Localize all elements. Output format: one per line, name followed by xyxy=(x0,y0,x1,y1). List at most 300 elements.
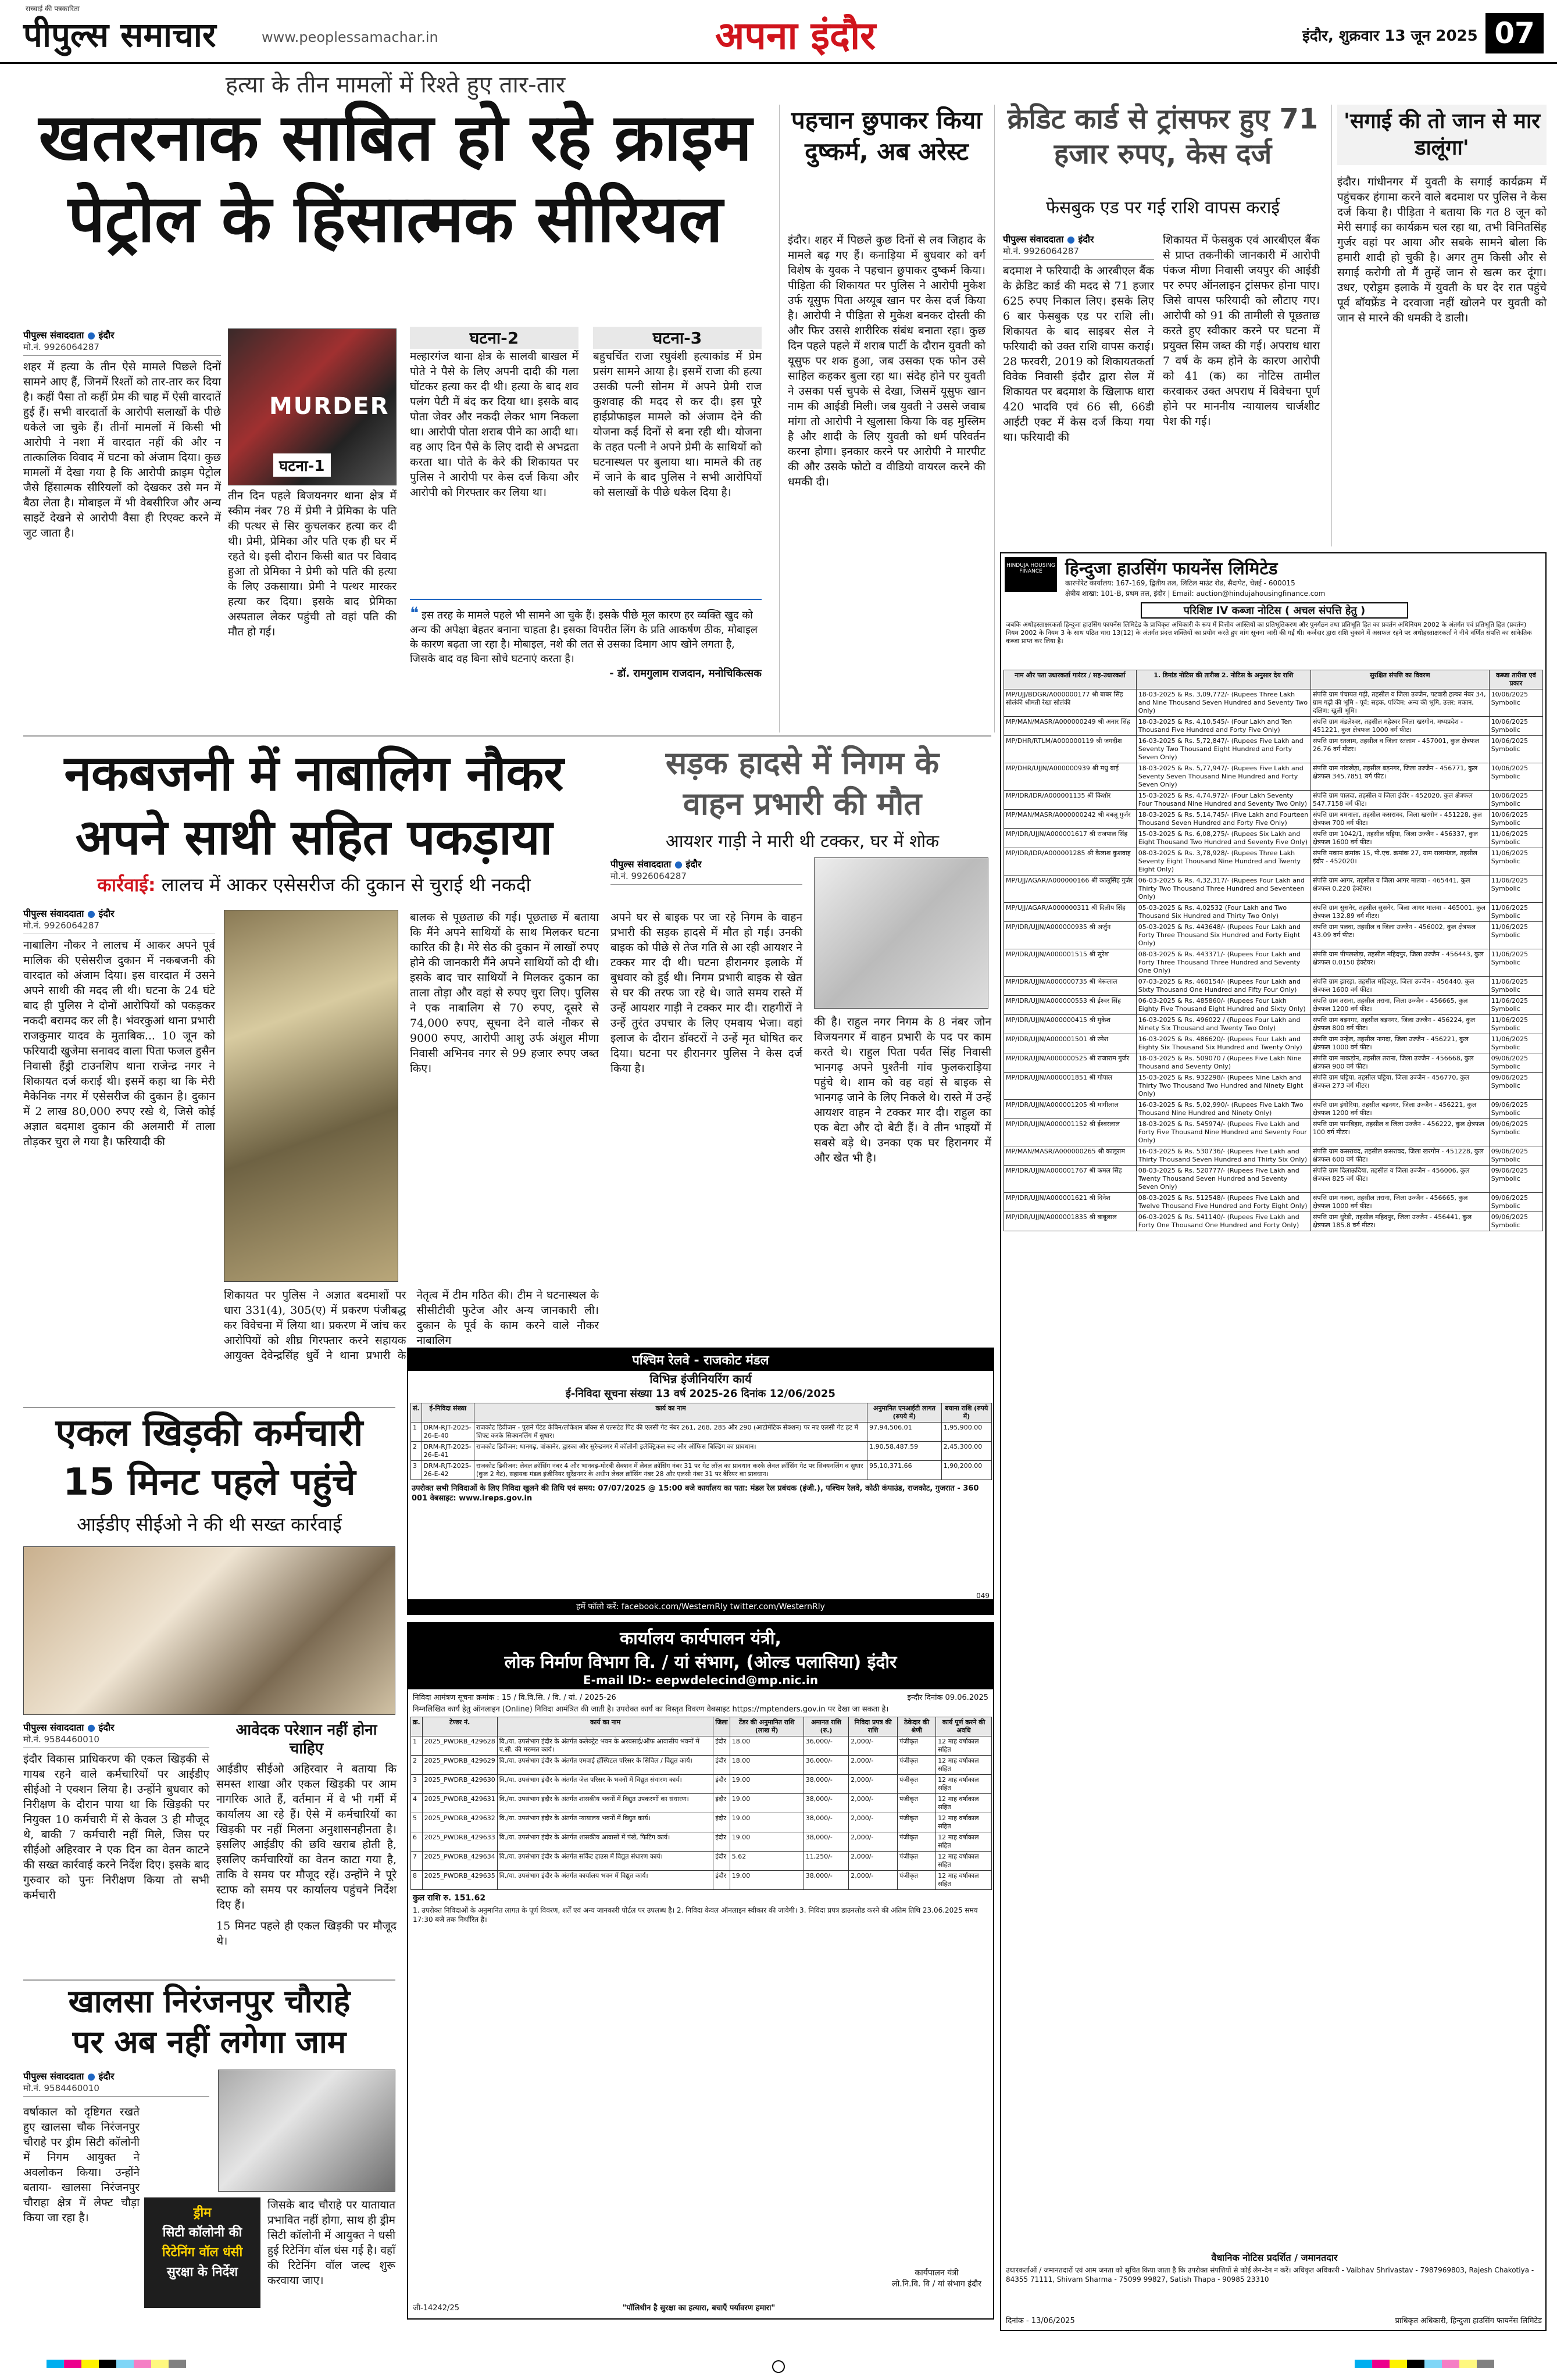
table-row xyxy=(411,1871,992,1890)
table-row xyxy=(411,1461,992,1480)
table-header-cell: कार्य का नाम xyxy=(497,1717,713,1736)
table-row xyxy=(1004,1034,1543,1053)
table-header-cell: ठेकेदार की श्रेणी xyxy=(898,1717,936,1736)
hinduja-title: परिशिष्ट IV कब्जा नोटिस ( अचल संपत्ति हेतु ) xyxy=(1141,602,1408,619)
table-cell: 11,250/- xyxy=(804,1852,849,1871)
table-cell: वि./या. उपसंभाग इंदौर के अंतर्गत सर्किट हाउस में विद्युत संधारण कार्य। xyxy=(497,1852,713,1871)
table-cell: 11/06/2025 Symbolic xyxy=(1489,848,1542,875)
table-cell: पंजीकृत xyxy=(898,1736,936,1756)
table-cell: 10/06/2025 Symbolic xyxy=(1489,736,1542,763)
table-cell: MP/MAN/MASR/A000000265 श्री कालूराम xyxy=(1004,1146,1137,1166)
table-cell: 10/06/2025 Symbolic xyxy=(1489,791,1542,810)
table-cell: 05-03-2025 & Rs. 4,02532 (Four Lakh and Two Thousand Six Hundred and Thirty Two Only) xyxy=(1136,903,1310,922)
table-cell: संपत्ति ग्राम 1042/1, तहसील घट्टिया, जिला उज्जैन - 456337, कुल क्षेत्रफल 1600 वर्ग फीट। xyxy=(1310,829,1489,848)
table-cell: 09/06/2025 Symbolic xyxy=(1489,1193,1542,1212)
print-colorbar xyxy=(1355,2359,1494,2370)
table-cell: इंदौर xyxy=(713,1775,730,1794)
table-cell: MP/IDR/IDR/A000001135 श्री किशोर xyxy=(1004,791,1137,810)
story1-ghatna1: तीन दिन पहले बिजयनगर थाना क्षेत्र में स्कीम नंबर 78 में प्रेमी ने प्रेमिका के पति की पत्थर से सिर कुचलकर हत्या कर दी थी। प्रेमी, प्रेमिका और पति एक ही घर में रहते थे। इसी दौरान किसी बात पर विवाद हुआ तो प्रेमिका ने प्रेमी को पति की हत्या के लिए उकसाया। प्रेमी ने पत्थर मारकर हत्या कर दिया। इसके बाद प्रेमिका अस्पताल लेकर पहुंची तो वहां पति की मौत हो गई। xyxy=(228,489,397,638)
table-row xyxy=(1004,791,1543,810)
table-cell: 2025_PWDRB_429633 xyxy=(422,1832,497,1852)
pwd-email: E-mail ID:- eepwdelecind@mp.nic.in xyxy=(408,1673,993,1689)
table-cell: पंजीकृत xyxy=(898,1813,936,1832)
table-cell: संपत्ति ग्राम तराना, तहसील तराना, जिला उज्जैन - 456665, कुल क्षेत्रफल 1200 वर्ग फीट। xyxy=(1310,996,1489,1015)
table-cell: पंजीकृत xyxy=(898,1832,936,1852)
hinduja-legal-text: उधारकर्ताओं / जमानतदारों एवं आम जनता को सूचित किया जाता है कि उपरोक्त संपत्तियों से कोई लेन-देन न करें। अधिकृत अधिकारी - Vaibhav Shrivastav - 7987969803, Rajesh Chakotiya - 84355 71111, Shivam Sharma - 75099 99827, Satish Thapa - 90985 23310 xyxy=(1006,2266,1534,2283)
table-cell: 08-03-2025 & Rs. 512548/- (Rupees Five Lakh and Twelve Thousand Five Hundred and Forty Eight Only) xyxy=(1136,1193,1310,1212)
hinduja-branch: क्षेत्रीय शाखा: 101-B, प्रथम तल, इंदौर | Email: auction@hindujahousingfinance.com xyxy=(1065,589,1326,598)
story5-headline-1: नकबजनी में नाबालिग नौकर xyxy=(64,745,564,802)
registration-mark-icon xyxy=(772,2360,785,2373)
table-row xyxy=(411,1423,992,1442)
table-cell: पंजीकृत xyxy=(898,1852,936,1871)
table-cell: 2025_PWDRB_429632 xyxy=(422,1813,497,1832)
story5-mobile: मो.नं. 9926064287 xyxy=(23,920,215,934)
table-cell: पंजीकृत xyxy=(898,1794,936,1813)
hinduja-intro: जबकि अधोहस्ताक्षरकर्ता हिन्दुजा हाउसिंग फायनेंस लिमिटेड के प्राधिकृत अधिकारी के रूप में वित्तीय आस्तियों का प्रतिभूतिकरण और पुनर्गठन तथा प्रतिभूति हित का प्रवर्तन अधिनियम 2002 के अंतर्गत एवं प्रतिभूति हित (प्रवर्तन) नियम 2002 के नियम 3 के साथ पठित धारा 13(12) के अंतर्गत प्रदत्त शक्तियों का प्रयोग करते हुए मांग सूचना जारी की गई थी। कर्जदार द्वारा राशि चुकाने में असफल रहने पर अधोहस्ताक्षरकर्ता ने नीचे वर्णित संपत्ति का सांकेतिक कब्जा प्राप्त कर लिया है। xyxy=(1006,621,1532,645)
table-cell: वि./या. उपसंभाग इंदौर के अंतर्गत एमवाई हॉस्पिटल परिसर के सिविल / विद्युत कार्य। xyxy=(497,1756,713,1775)
story1-ghatna3: बहुचर्चित राजा रघुवंशी हत्याकांड में प्रेम प्रसंग सामने आया है। इसमें राजा की हत्या उसकी पत्नी सोनम में अपने प्रेमी राज कुशवाह की मदद से कर दी। इस पूरे हाईप्रोफाइल मामले को अंजाम देने की योजना कई दिनों से बना रही थी। योजना के तहत पत्नी ने अपने प्रेमी के साथियों को घटनास्थल पर बुलाया था। मामले की तह में जाने के बाद पुलिस ने सभी आरोपियों को सलाखों के पीछे धकेल दिया है। xyxy=(593,350,762,499)
story4-text: इंदौर। गांधीनगर में युवती के सगाई कार्यक्रम में पहुंचकर हंगामा करने वाले बदमाश पर पुलिस ने केस दर्ज किया है। पीड़िता ने बताया कि गत 8 जून को मेरी सगाई का कार्यक्रम चल रहा था, तभी विनितसिंह गुर्जर वहां पर आया और सबके सामने बोला कि हमारी शादी हो चुकी है। अगर तुम किसी और से सगाई करोगी तो मैं तुम्हें जान से खत्म कर दूंगा। उधर, एरोड्रम इलाके में युवती के घर देर रात पहुंचे पूर्व बॉयफ्रेंड ने दरवाजा नहीं खोलने पर युवती को जान से मारने की धमकी दे डाली। xyxy=(1337,176,1547,324)
table-cell: संपत्ति ग्राम घट्टिया, तहसील घट्टिया, जिला उज्जैन - 456770, कुल क्षेत्रफल 273 वर्ग मीटर। xyxy=(1310,1073,1489,1100)
table-cell: 06-03-2025 & Rs. 541140/- (Rupees Five Lakh and Forty One Thousand One Hundred and Forty Only) xyxy=(1136,1212,1310,1231)
table-cell: 08-03-2025 & Rs. 520777/- (Rupees Five Lakh and Twenty Thousand Seven Hundred and Seventy Seven Only) xyxy=(1136,1166,1310,1193)
table-row xyxy=(1004,717,1543,736)
table-header-cell: अनुमानित एनआईटी लागत (रुपये में) xyxy=(867,1403,942,1423)
story1-mobile: मो.नं. 9926064287 xyxy=(23,341,221,356)
table-cell: 36,000/- xyxy=(804,1756,849,1775)
table-cell: इंदौर xyxy=(713,1871,730,1890)
table-cell: वि./या. उपसंभाग इंदौर के अंतर्गत शासकीय भवनों में विद्युत उपकरणों का संधारण। xyxy=(497,1794,713,1813)
table-cell: 97,94,506.01 xyxy=(867,1423,942,1442)
story6-headline-2: वाहन प्रभारी की मौत xyxy=(683,785,922,822)
table-cell: 18.00 xyxy=(730,1736,804,1756)
table-cell: 07-03-2025 & Rs. 460154/- (Rupees Four Lakh and Sixty Thousand One Hundred and Fifty Four Only) xyxy=(1136,977,1310,996)
pwd-total-value: 151.62 xyxy=(454,1893,486,1903)
table-cell: 3 xyxy=(411,1775,423,1794)
table-row xyxy=(411,1756,992,1775)
table-cell: 11/06/2025 Symbolic xyxy=(1489,922,1542,949)
table-cell: 38,000/- xyxy=(804,1775,849,1794)
table-cell: 12 माह वर्षाकाल सहित xyxy=(936,1871,992,1890)
table-cell: 16-03-2025 & Rs. 496022 / (Rupees Four Lakh and Ninety Six Thousand and Twenty Two Only) xyxy=(1136,1015,1310,1034)
table-cell: 8 xyxy=(411,1871,423,1890)
table-cell: इंदौर xyxy=(713,1832,730,1852)
table-row xyxy=(411,1736,992,1756)
table-cell: 2 xyxy=(411,1442,422,1461)
table-cell: 10/06/2025 Symbolic xyxy=(1489,763,1542,791)
railway-notice xyxy=(407,1348,994,1615)
table-cell: 10/06/2025 Symbolic xyxy=(1489,689,1542,717)
table-cell: राजकोट डिवीजन - पुराने पेंटेड केबिन/लोकेशन बॉक्स से एल्सटेड पिट की एलसी गेट नंबर 261, 268, 285 और 290 (आटोमेटिक सेक्शन) पर नए एलसी गेट हट में शिफ्ट करके सिक्यनलिंग में सुधार। xyxy=(474,1423,867,1442)
story1-ghatna3-title: घटना-3 xyxy=(593,327,762,349)
table-row xyxy=(1004,829,1543,848)
table-header-cell: नाम और पता उधारकर्ता गारंटर / सह-उधारकर्ता xyxy=(1004,670,1137,689)
table-cell: 10/06/2025 Symbolic xyxy=(1489,810,1542,829)
divider xyxy=(23,735,991,737)
divider xyxy=(1331,105,1332,546)
table-cell: 2025_PWDRB_429634 xyxy=(422,1852,497,1871)
table-cell: 09/06/2025 Symbolic xyxy=(1489,1119,1542,1146)
pwd-notice xyxy=(407,1622,994,2320)
hinduja-logo xyxy=(1005,557,1057,592)
table-cell: MP/UJJ/AGAR/A000000311 श्री दिलीप सिंह xyxy=(1004,903,1137,922)
table-row xyxy=(1004,689,1543,717)
table-row xyxy=(1004,903,1543,922)
story8-mobile: मो.नं. 9584460010 xyxy=(23,2082,209,2097)
story1-photo-text: MURDER xyxy=(269,393,390,420)
table-cell: संपत्ति ग्राम कसरावद, तहसील कसरावद, जिला खरगोन - 451228, कुल क्षेत्रफल 600 वर्ग फीट। xyxy=(1310,1146,1489,1166)
table-cell: 11/06/2025 Symbolic xyxy=(1489,875,1542,903)
table-cell: 19.00 xyxy=(730,1813,804,1832)
railway-social[interactable]: हमें फॉलो करें: facebook.com/WesternRly twitter.com/WesternRly xyxy=(408,1599,993,1614)
table-cell: 16-03-2025 & Rs. 530736/- (Rupees Five Lakh and Thirty Thousand Seven Hundred and Thirty Six Only) xyxy=(1136,1146,1310,1166)
table-cell: पंजीकृत xyxy=(898,1775,936,1794)
story8-box-line2: सिटी कॉलोनी की xyxy=(162,2225,242,2240)
table-cell: 2,000/- xyxy=(849,1775,898,1794)
table-cell: MP/MAN/MASR/A000000242 श्री बबलू गुर्जर xyxy=(1004,810,1137,829)
table-cell: MP/IDR/UJJN/A000001205 श्री मांगीलाल xyxy=(1004,1100,1137,1119)
table-cell: 11/06/2025 Symbolic xyxy=(1489,829,1542,848)
table-cell: 1 xyxy=(411,1423,422,1442)
pwd-title-2: लोक निर्माण विभाग वि. / यां संभाग, (ओल्ड पलासिया) इंदौर xyxy=(408,1649,993,1673)
table-cell: MP/DHR/UJJN/A000000939 श्री मधु बाई xyxy=(1004,763,1137,791)
table-cell: 2,000/- xyxy=(849,1832,898,1852)
table-cell: 12 माह वर्षाकाल सहित xyxy=(936,1775,992,1794)
railway-code: 049 xyxy=(976,1592,990,1600)
story8-box-line4: सुरक्षा के निर्देश xyxy=(166,2265,238,2279)
masthead xyxy=(0,0,1557,64)
story1-headline-1: खतरनाक साबित हो रहे क्राइम xyxy=(38,100,752,176)
table-cell: संपत्ति ग्राम पीपलखेड़ा, तहसील महिदपुर, जिला उज्जैन - 456443, कुल क्षेत्रफल 0.0150 हेक्टेयर। xyxy=(1310,949,1489,977)
table-cell: संपत्ति ग्राम पानबिहार, तहसील व जिला उज्जैन - 456222, कुल क्षेत्रफल 100 वर्ग मीटर। xyxy=(1310,1119,1489,1146)
table-cell: 16-03-2025 & Rs. 5,02,990/- (Rupees Five Lakh Two Thousand Nine Hundred and Ninety Only) xyxy=(1136,1100,1310,1119)
table-row xyxy=(1004,763,1543,791)
table-cell: MP/IDR/UJJN/A000000553 श्री ईश्वर सिंह xyxy=(1004,996,1137,1015)
table-cell: 11/06/2025 Symbolic xyxy=(1489,996,1542,1015)
story2-headline: पहचान छुपाकर किया दुष्कर्म, अब अरेस्ट xyxy=(791,106,983,166)
story7-photo xyxy=(23,1546,395,1715)
story7-byline: पीपुल्स संवाददाता ● इंदौर xyxy=(23,1722,115,1733)
table-cell: पंजीकृत xyxy=(898,1871,936,1890)
table-header-cell: सं. xyxy=(411,1403,422,1423)
table-cell: MP/IDR/IDR/A000001285 श्री कैलाश कुशवाह xyxy=(1004,848,1137,875)
story2-text: इंदौर। शहर में पिछले कुछ दिनों से लव जिहाद के मामले बढ़ गए हैं। कनाड़िया में बुधवार को वर्ग विशेष के युवक ने पहचान छुपाकर दुष्कर्म किया। पीड़िता की शिकायत पर पुलिस ने आरोपी मुकेश उर्फ यूसुफ पिता अय्यूब खान पर केस दर्ज किया है। आरोपी ने पीड़िता से मुकेश बनकर दोस्ती की और फिर उससे शारीरिक संबंध बनाता रहा। कुछ दिन पहले पहले में शराब पार्टी के दौरान युवती को यूसुफ पर शक हुआ, जब उसका एक फोन उसे साहिल कहकर बुला रहा था। संदेह होने पर युवती ने उसका पर्स चुपके से देखा, जिसमें यूसुफ खान नाम की आईडी मिली। जब युवती ने उससे जवाब मांगा तो आरोपी ने खुलासा किया कि वह मुस्लिम है और शादी के लिए युवती को धर्म परिवर्तन करना होगा। इनकार करने पर आरोपी ने मारपीट की और उसके फोटो व वीडियो वायरल करने की धमकी दी। xyxy=(788,234,985,488)
table-cell: MP/IDR/UJJN/A000000735 श्री भेरूलाल xyxy=(1004,977,1137,996)
table-cell: संपत्ति ग्राम पलवा, तहसील व जिला उज्जैन - 456002, कुल क्षेत्रफल 43.09 वर्ग फीट। xyxy=(1310,922,1489,949)
website-link[interactable]: www.peoplessamachar.in xyxy=(262,29,438,45)
table-row xyxy=(411,1442,992,1461)
story3-headline: क्रेडिट कार्ड से ट्रांसफर हुए 71 हजार रुपए, केस दर्ज xyxy=(1007,103,1319,170)
table-row xyxy=(411,1832,992,1852)
table-cell: 4 xyxy=(411,1794,423,1813)
table-cell: 15-03-2025 & Rs. 6,08,275/- (Rupees Six Lakh and Eight Thousand Two Hundred and Seventy Five Only) xyxy=(1136,829,1310,848)
divider xyxy=(23,1979,395,1981)
hinduja-address: कारपोरेट कार्यालय: 167-169, द्वितीय तल, लिटिल माउंट रोड, सैदापेट, चेन्नई - 600015 xyxy=(1065,579,1295,587)
table-cell: 2,000/- xyxy=(849,1794,898,1813)
hinduja-notice xyxy=(1000,552,1547,2331)
table-row xyxy=(1004,1212,1543,1231)
table-cell: संपत्ति ग्राम झारड़ा, तहसील महिदपुर, जिला उज्जैन - 456440, कुल क्षेत्रफल 1600 वर्ग फीट। xyxy=(1310,977,1489,996)
table-cell: 1,90,200.00 xyxy=(941,1461,991,1480)
story5-kicker xyxy=(23,872,605,897)
story5-text-b: बालक से पूछताछ की गई। पूछताछ में बताया कि मैंने अपने साथियों के साथ मिलकर घटना कारित की है। मेरे सेठ की दुकान में लाखों रुपए होने की जानकारी मैंने अपने साथियों को दी थी। इसके बाद चार साथियों ने मिलकर दुकान का ताला तोड़ा और वहां से रुपए चुरा लिए। पुलिस ने एक नाबालिग से 70 रुपए, दूसरे से 74,000 रुपए, सूचना देने वाले नौकर से 9000 रुपए, आरोपी आशु उर्फ अंशुल मीणा निवासी अभिनव नगर से 99 हजार रुपए जब्त किए। xyxy=(410,911,599,1075)
table-cell: 2,000/- xyxy=(849,1871,898,1890)
divider xyxy=(23,1407,395,1408)
table-cell: 06-03-2025 & Rs. 4,32,317/- (Rupees Four Lakh and Thirty Two Thousand Three Hundred and Seventeen Only) xyxy=(1136,875,1310,903)
hinduja-name: हिन्दुजा हाउसिंग फायनेंस लिमिटेड xyxy=(1065,559,1278,579)
table-cell: संपत्ति ग्राम सुसनेर, तहसील सुसनेर, जिला आगर मालवा - 465001, कुल क्षेत्रफल 132.89 वर्ग मीटर। xyxy=(1310,903,1489,922)
table-cell: संपत्ति ग्राम पालदा, तहसील व जिला इंदौर - 452020, कुल क्षेत्रफल 547.7158 वर्ग फीट। xyxy=(1310,791,1489,810)
story8-byline: पीपुल्स संवाददाता ● इंदौर xyxy=(23,2071,115,2082)
table-cell: 12 माह वर्षाकाल सहित xyxy=(936,1832,992,1852)
table-cell: 2025_PWDRB_429628 xyxy=(422,1736,497,1756)
story7-text: इंदौर विकास प्राधिकरण की एकल खिड़की से गायब रहने वाले कर्मचारियों पर आईडीए सीईओ ने एक्शन लिया है। उन्होंने बुधवार को निरीक्षण के दौरान पाया था कि खिड़की पर नियुक्त 10 कर्मचारी में से केवल 3 ही मौजूद थे, बाकी 7 कर्मचारी नहीं मिले, जिस पर सीईओ अहिरवार ने एक दिन का वेतन काटने की सख्त कार्रवाई करने निर्देश दिए। इसके बाद गुरुवार को पुनः निरीक्षण किया तो सभी कर्मचारी xyxy=(23,1753,209,1902)
table-cell: 38,000/- xyxy=(804,1794,849,1813)
table-cell: 15-03-2025 & Rs. 4,74,972/- (Four Lakh Seventy Four Thousand Nine Hundred and Seventy Two Only) xyxy=(1136,791,1310,810)
table-row xyxy=(1004,1166,1543,1193)
table-cell: 09/06/2025 Symbolic xyxy=(1489,1053,1542,1073)
story8-highlight-box xyxy=(144,2197,260,2308)
table-row xyxy=(1004,736,1543,763)
story1-intro: शहर में हत्या के तीन ऐसे मामले पिछले दिनों सामने आए हैं, जिनमें रिश्तों को तार-तार कर दिया है। कहीं पैसा तो कहीं प्रेम की चाह में ऐसी वारदातें हुई हैं। सभी वारदातों के आरोपी सलाखों के पीछे धकेले जा चुके हैं। तीनों मामलों में किसी भी आरोपी ने नशा में वारदात नहीं की और न तात्कालिक विवाद में घटना को अंजाम दिया। कुछ मामलों में देखा गया है कि आरोपी क्राइम पेट्रोल जैसे हिंसात्मक सीरियलों को देखकर उसे मन में बैठा लेता है। मोबाइल में भी वेबसीरिज और अन्य साइटें देखने से आरोपी वैसा ही रिएक्ट करने में जुट जाता है। xyxy=(23,360,221,539)
story1-quote-box xyxy=(410,599,762,680)
table-cell: वि./या. उपसंभाग इंदौर के अंतर्गत कलेक्ट्रेट भवन के अरबसाई/ऑफ आवासीय भवनों में ए.सी. की मरम्मत कार्य। xyxy=(497,1736,713,1756)
table-cell: 5.62 xyxy=(730,1852,804,1871)
pwd-notice-date: इन्दौर दिनांक 09.06.2025 xyxy=(907,1693,988,1702)
story6-photo xyxy=(814,857,988,1009)
story6-text-a: अपने घर से बाइक पर जा रहे निगम के वाहन प्रभारी की सड़क हादसे में मौत हो गई। उनकी बाइक को पीछे से तेज गति से आ रही आयशर ने टक्कर मार दी थी। घटना हीरानगर इलाके में बुधवार को हुई थी। निगम प्रभारी बाइक से खेत से घर की तरफ जा रहे थे। जाते समय रास्ते में उन्हें आयशर गाड़ी ने टक्कर मार दी। राहगीरों ने उन्हें तुरंत उपचार के लिए एमवाय भेजा। वहां इलाज के दौरान डॉक्टरों ने उन्हें मृत घोषित कर दिया। घटना पर हीरानगर पुलिस ने केस दर्ज किया है। xyxy=(610,911,802,1075)
story1-ghatna2: मल्हारगंज थाना क्षेत्र के सालवी बाखल में पोते ने पैसे के लिए अपनी दादी की गला घोंटकर हत्या कर दी थी। हत्या के बाद शव पलंग पेटी में बंद कर दिया था। इसके बाद पोता जेवर और नकदी लेकर भाग निकला था। आरोपी पोता शराब पीने का आदी था। वह आए दिन पैसे के लिए दादी से अभद्रता करता था। पोते के केरे की शिकायत पर पुलिस ने आरोपी पर केस दर्ज किया और आरोपी को गिरफ्तार कर लिया था। xyxy=(410,350,578,499)
divider xyxy=(779,105,780,732)
table-cell: MP/IDR/UJJN/A000001621 श्री दिनेश xyxy=(1004,1193,1137,1212)
table-cell: MP/IDR/UJJN/A000001501 श्री रमेश xyxy=(1004,1034,1137,1053)
table-cell: इंदौर xyxy=(713,1794,730,1813)
table-cell: DRM-RJT-2025-26-E-40 xyxy=(422,1423,474,1442)
table-cell: वि./या. उपसंभाग इंदौर के अंतर्गत न्यायालय भवनों में विद्युत कार्य। xyxy=(497,1813,713,1832)
table-cell: 2,000/- xyxy=(849,1736,898,1756)
divider xyxy=(994,105,995,732)
table-cell: इंदौर xyxy=(713,1852,730,1871)
hinduja-legal-title: वैधानिक नोटिस प्रदर्शित / जमानतदार xyxy=(1211,2252,1338,2263)
table-cell: 18-03-2025 & Rs. 5,14,745/- (Five Lakh and Fourteen Thousand Seven Hundred and Forty Five Only) xyxy=(1136,810,1310,829)
table-cell: वि./या. उपसंभाग इंदौर के अंतर्गत कार्यालय भवन में विद्युत कार्य। xyxy=(497,1871,713,1890)
table-row xyxy=(1004,1100,1543,1119)
table-cell: 3 xyxy=(411,1461,422,1480)
table-cell: 2,000/- xyxy=(849,1852,898,1871)
table-row xyxy=(1004,1146,1543,1166)
story3-subhead: फेसबुक एड पर गई राशि वापस कराई xyxy=(1045,198,1280,218)
railway-footer: उपरोक्त सभी निविदाओं के लिए निविदा खुलने की तिथि एवं समय: 07/07/2025 @ 15:00 बजे कार्यालय का पता: मंडल रेल प्रबंधक (इंजी.), पश्चिम रेलवे, कोठी कंपाउंड, राजकोट, गुजरात - 360 001 वेबसाइट: www.ireps.gov.in xyxy=(412,1484,979,1503)
table-cell: पंजीकृत xyxy=(898,1756,936,1775)
table-cell: MP/IDR/UJJN/A000001617 श्री राजपाल सिंह xyxy=(1004,829,1137,848)
story1-headline-2: पेट्रोल के हिंसात्मक सीरियल xyxy=(67,181,723,257)
story7-mobile: मो.नं. 9584460010 xyxy=(23,1734,209,1748)
story6-col1 xyxy=(610,857,802,888)
table-cell: 18-03-2025 & Rs. 5,77,947/- (Rupees Five Lakh and Seventy Seven Thousand Nine Hundred and Forty Seven Only) xyxy=(1136,763,1310,791)
pwd-intro: निम्नलिखित कार्य हेतु ऑनलाइन (Online) निविदा आमंत्रित की जाती है। उपरोक्त कार्य का विस्तृत विवरण वेबसाइट https://mptenders.gov.in पर देखा जा सकता है। xyxy=(413,1705,889,1714)
table-cell: MP/IDR/UJJN/A000001515 श्री सुरेश xyxy=(1004,949,1137,977)
story8-text-b: जिसके बाद चौराहे पर यातायात प्रभावित नहीं होगा, साथ ही ड्रीम सिटी कॉलोनी में आयुक्त ने धसी हुई रिटेनिंग वॉल धंस गई है। वहाँ की रिटेनिंग वॉल जल्द शुरू करवाया जाए। xyxy=(267,2199,395,2287)
table-header-row xyxy=(411,1717,992,1736)
table-header-row xyxy=(1004,670,1543,689)
table-cell: संपत्ति ग्राम मंडलेश्वर, तहसील महेश्वर जिला खरगोन, मध्यप्रदेश - 451221, कुल क्षेत्रफल 1000 वर्ग फीट। xyxy=(1310,717,1489,736)
table-cell: 2 xyxy=(411,1756,423,1775)
table-header-cell: बयाना राशि (रुपये में) xyxy=(941,1403,991,1423)
paper-tagline: सच्चाई की पत्रकारिता xyxy=(26,5,80,13)
story8-headline-1: खालसा निरंजनपुर चौराहे xyxy=(68,1983,351,2020)
table-cell: वि./या. उपसंभाग इंदौर के अंतर्गत जेल परिसर के भवनों में विद्युत संधारण कार्य। xyxy=(497,1775,713,1794)
table-row xyxy=(1004,848,1543,875)
table-header-cell: सुरक्षित संपत्ति का विवरण xyxy=(1310,670,1489,689)
hinduja-logo-text: HINDUJA HOUSING FINANCE xyxy=(1006,563,1055,574)
hinduja-table xyxy=(1004,670,1543,1231)
table-cell: 1 xyxy=(411,1736,423,1756)
pwd-slogan: "पॉलिथीन है सुरक्षा का हत्यारा, बचाएँ पर्यावरण हमारा" xyxy=(622,2304,776,2313)
pwd-sign xyxy=(892,2267,981,2289)
table-cell: 19.00 xyxy=(730,1775,804,1794)
story7-col1 xyxy=(23,1721,209,1903)
table-header-cell: कार्य पूर्ण करने की अवधि xyxy=(936,1717,992,1736)
table-cell: MP/UJJ/BDGR/A000000177 श्री बाबर सिंह सोलंकी श्रीमती रेखा सोलंकी xyxy=(1004,689,1137,717)
railway-tender-line: ई-निविदा सूचना संख्या 13 वर्ष 2025-26 दिनांक 12/06/2025 xyxy=(566,1388,835,1400)
table-header-cell: अमानत राशि (रु.) xyxy=(804,1717,849,1736)
table-cell: 12 माह वर्षाकाल सहित xyxy=(936,1852,992,1871)
railway-title: पश्चिम रेलवे - राजकोट मंडल xyxy=(408,1349,993,1371)
table-row xyxy=(1004,810,1543,829)
pwd-sign-2: लो.नि.वि. वि / यां संभाग इंदौर xyxy=(892,2279,981,2289)
table-header-cell: 1. डिमांड नोटिस की तारीख 2. नोटिस के अनुसार देय राशि xyxy=(1136,670,1310,689)
story5-kicker-label: कार्रवाई: xyxy=(97,874,156,896)
table-cell: 6 xyxy=(411,1832,423,1852)
table-cell: राजकोट डिवीजन: थानगढ़, वांकानेर, द्वारका और सुरेन्द्रनगर में कॉलोनी इलेक्ट्रिकल रूट और ऑफिस बिल्डिंग का प्रावधान। xyxy=(474,1442,867,1461)
table-cell: 16-03-2025 & Rs. 486620/- (Rupees Four Lakh and Eighty Six Thousand Six Hundred and Twenty Only) xyxy=(1136,1034,1310,1053)
table-cell: 2025_PWDRB_429629 xyxy=(422,1756,497,1775)
story3-text-b: शिकायत में फेसबुक एवं आरबीएल बैंक से प्राप्त तकनीकी जानकारी में आरोपी पंकज मीणा निवासी जयपुर की आईडी पर रुपए ऑनलाइन ट्रांसफर होना पाए। जिसे वापस फरियादी को लौटाए गए। आरोपी को 91 की तामीली से पूछताछ करते हुए स्वीकार करने पर घटना में प्रयुक्त सिम जब्त की गई। अपराध धारा 7 वर्ष के कम होने के कारण आरोपी को 41 (क) का नोटिस तामील करवाकर उक्त अपराध में विवेचना पूर्ण होने पर माननीय न्यायालय चार्जशीट पेश की गई। xyxy=(1163,234,1320,428)
story6-subhead: आयशर गाड़ी ने मारी थी टक्कर, घर में शोक xyxy=(665,831,940,852)
table-cell: MP/UJJ/AGAR/A000000166 श्री कालूसिंह गुर्जर xyxy=(1004,875,1137,903)
pwd-code: जी-14242/25 xyxy=(413,2304,459,2313)
table-cell: 1,95,900.00 xyxy=(941,1423,991,1442)
table-cell: 12 माह वर्षाकाल सहित xyxy=(936,1736,992,1756)
hinduja-date: दिनांक - 13/06/2025 xyxy=(1006,2317,1075,2325)
hinduja-sign: प्राधिकृत अधिकारी, हिन्दुजा हाउसिंग फायनेंस लिमिटेड xyxy=(1395,2317,1542,2325)
story7-box xyxy=(216,1721,397,1949)
print-colorbar xyxy=(47,2359,186,2370)
table-cell: MP/IDR/UJJN/A000000935 श्री अर्जुन xyxy=(1004,922,1137,949)
table-row xyxy=(1004,875,1543,903)
table-cell: संपत्ति ग्राम बमनाला, तहसील कसरावद, जिला खरगोन - 451228, कुल क्षेत्रफल 700 वर्ग फीट। xyxy=(1310,810,1489,829)
story6-byline: पीपुल्स संवाददाता ● इंदौर xyxy=(610,859,702,870)
section-title: अपना इंदौर xyxy=(715,13,876,58)
table-cell: 1,90,58,487.59 xyxy=(867,1442,942,1461)
table-header-cell: टेंडर की अनुमानित राशि (लाख में) xyxy=(730,1717,804,1736)
story3-mobile: मो.नं. 9926064287 xyxy=(1003,245,1154,260)
story1-ghatna1-title: घटना-1 xyxy=(273,453,331,477)
table-cell: 18.00 xyxy=(730,1756,804,1775)
table-header-cell: क्र. xyxy=(411,1717,423,1736)
table-cell: संपत्ति ग्राम उन्हेल, तहसील नागदा, जिला उज्जैन - 456221, कुल क्षेत्रफल 1000 वर्ग फीट। xyxy=(1310,1034,1489,1053)
story5-byline: पीपुल्स संवाददाता ● इंदौर xyxy=(23,908,115,919)
story7-box-title: आवेदक परेशान नहीं होना चाहिए xyxy=(235,1721,377,1757)
table-cell: संपत्ति ग्राम आगर, तहसील व जिला आगर मालवा - 465441, कुल क्षेत्रफल 0.220 हेक्टेयर। xyxy=(1310,875,1489,903)
table-cell: 2,45,300.00 xyxy=(941,1442,991,1461)
story1-quote-attr: - डॉ. रामगुलाम राजदान, मनोचिकित्सक xyxy=(609,667,762,680)
table-cell: 19.00 xyxy=(730,1871,804,1890)
story8-text-a: वर्षाकाल को दृष्टिगत रखते हुए खालसा चौक निरंजनपुर चौराहे पर ड्रीम सिटी कॉलोनी में निगम आयुक्त ने अवलोकन किया। उन्होंने बताया- खालसा निरंजनपुर चौराहा क्षेत्र में लेफ्ट चौड़ा किया जा रहा है। xyxy=(23,2106,140,2224)
table-cell: DRM-RJT-2025-26-E-42 xyxy=(422,1461,474,1480)
story8-col1 xyxy=(23,2070,209,2100)
story5-photo xyxy=(224,910,398,1282)
story3-byline: पीपुल्स संवाददाता ● इंदौर xyxy=(1003,234,1094,245)
table-cell: 11/06/2025 Symbolic xyxy=(1489,1015,1542,1034)
story5-text-c: शिकायत पर पुलिस ने अज्ञात बदमाशों पर धारा 331(4), 305(ए) में प्रकरण पंजीबद्ध कर विवेचना में लिया था। प्रकरण में जांच कर आरोपियों को शीघ्र गिरफ्तार करने सहायक आयुक्त देवेन्द्रसिंह धुर्वे ने थाना प्रभारी के नेतृत्व में टीम गठित की। टीम ने घटनास्थल के सीसीटीवी फुटेज और अन्य जानकारी ली। दुकान के पूर्व के काम करने वाले नौकर नाबालिग xyxy=(224,1289,599,1362)
table-cell: 38,000/- xyxy=(804,1813,849,1832)
table-cell: 09/06/2025 Symbolic xyxy=(1489,1100,1542,1119)
table-cell: 2025_PWDRB_429630 xyxy=(422,1775,497,1794)
table-header-cell: कार्य का नाम xyxy=(474,1403,867,1423)
table-cell: 2,000/- xyxy=(849,1813,898,1832)
table-cell: 09/06/2025 Symbolic xyxy=(1489,1212,1542,1231)
table-cell: 12 माह वर्षाकाल सहित xyxy=(936,1794,992,1813)
story7-tail: 15 मिनट पहले ही एकल खिड़की पर मौजूद थे। xyxy=(216,1920,397,1947)
story5-headline-2: अपने साथी सहित पकड़ाया xyxy=(75,809,553,866)
story8-box-line1: ड्रीम xyxy=(193,2206,212,2220)
table-cell: 36,000/- xyxy=(804,1736,849,1756)
table-cell: DRM-RJT-2025-26-E-41 xyxy=(422,1442,474,1461)
table-cell: MP/MAN/MASR/A000000249 श्री अनार सिंह xyxy=(1004,717,1137,736)
table-row xyxy=(1004,996,1543,1015)
story1-kicker: हत्या के तीन मामलों में रिश्ते हुए तार-तार xyxy=(225,72,566,98)
page-number: 07 xyxy=(1485,13,1544,53)
table-row xyxy=(1004,977,1543,996)
story8-photo xyxy=(218,2070,395,2192)
table-cell: 11/06/2025 Symbolic xyxy=(1489,903,1542,922)
table-cell: 18-03-2025 & Rs. 3,09,772/- (Rupees Three Lakh and Nine Thousand Seven Hundred and Seventy Two Only) xyxy=(1136,689,1310,717)
pwd-notes: 1. उपरोक्त निविदाओं के अनुमानित लागत के पूर्ण विवरण, शर्तें एवं अन्य जानकारी पोर्टल पर उपलब्ध है। 2. निविदा केवल ऑनलाइन स्वीकार की जावेगी। 3. निविदा प्रपत्र डाउनलोड करने की अंतिम तिथि 23.06.2025 समय 17:30 बजे तक निर्धारित है। xyxy=(413,1906,978,1924)
story1-col1 xyxy=(23,328,221,541)
table-row xyxy=(1004,1193,1543,1212)
table-row xyxy=(411,1775,992,1794)
table-cell: संपत्ति ग्राम माकड़ोन, तहसील तराना, जिला उज्जैन - 456668, कुल क्षेत्रफल 900 वर्ग फीट। xyxy=(1310,1053,1489,1073)
table-header-cell: टेण्डर नं. xyxy=(422,1717,497,1736)
table-cell: 18-03-2025 & Rs. 4,10,545/- (Four Lakh and Ten Thousand Five Hundred and Forty Five Only) xyxy=(1136,717,1310,736)
table-cell: संपत्ति ग्राम धुरेड़ी, तहसील महिदपुर, जिला उज्जैन - 456441, कुल क्षेत्रफल 185.8 वर्ग मीटर। xyxy=(1310,1212,1489,1231)
story1-ghatna2-title: घटना-2 xyxy=(410,327,578,349)
table-cell: 09/06/2025 Symbolic xyxy=(1489,1166,1542,1193)
table-cell: संपत्ति ग्राम नलवा, तहसील तराना, जिला उज्जैन - 456665, कुल क्षेत्रफल 1000 वर्ग फीट। xyxy=(1310,1193,1489,1212)
table-cell: 16-03-2025 & Rs. 5,72,847/- (Rupees Five Lakh and Seventy Two Thousand Eight Hundred and Forty Seven Only) xyxy=(1136,736,1310,763)
story8-box-line3: रिटेनिंग वॉल धंसी xyxy=(162,2245,243,2260)
story7-headline-1: एकल खिड़की कर्मचारी xyxy=(55,1411,363,1455)
story7-subhead: आईडीए सीईओ ने की थी सख्त कार्रवाई xyxy=(77,1513,342,1535)
pwd-total-label: कुल राशि रु. xyxy=(413,1893,452,1903)
story8-headline-2: पर अब नहीं लगेगा जाम xyxy=(72,2024,347,2060)
story5-kicker-text: लालच में आकर एसेसरीज की दुकान से चुराई थी नकदी xyxy=(161,874,531,896)
story6-headline-1: सड़क हादसे में निगम के xyxy=(665,745,940,781)
table-cell: इंदौर xyxy=(713,1756,730,1775)
table-cell: MP/IDR/UJJN/A000001767 श्री कमल सिंह xyxy=(1004,1166,1137,1193)
table-cell: MP/IDR/UJJN/A000001835 श्री बाबूलाल xyxy=(1004,1212,1137,1231)
table-header-cell: जिला xyxy=(713,1717,730,1736)
table-row xyxy=(1004,1053,1543,1073)
table-cell: MP/IDR/UJJN/A000001851 श्री गोपाल xyxy=(1004,1073,1137,1100)
table-cell: राजकोट डिवीजन: लेवल क्रॉसिंग नंबर 4 और भानवड़-मोरबी सेक्शन में लेवल क्रॉसिंग नंबर 31 पर गेट लॉज़ का प्रावधान करके लेवल क्रॉसिंग गेट पर सिक्यनलिंग व सुधार (कुल 2 गेट), सहायक मंडल इंजीनियर सुरेंद्रनगर के अधीन लेवल क्रॉसिंग नंबर 28 और एलसी नंबर 31 पर बैरियर का प्रावधान। xyxy=(474,1461,867,1480)
story6-mobile: मो.नं. 9926064287 xyxy=(610,870,802,885)
pwd-title-1: कार्यालय कार्यपालन यंत्री, xyxy=(408,1623,993,1649)
table-cell: 19.00 xyxy=(730,1794,804,1813)
table-cell: 08-03-2025 & Rs. 3,78,928/- (Rupees Three Lakh Seventy Eight Thousand Nine Hundred and Twenty Eight Only) xyxy=(1136,848,1310,875)
